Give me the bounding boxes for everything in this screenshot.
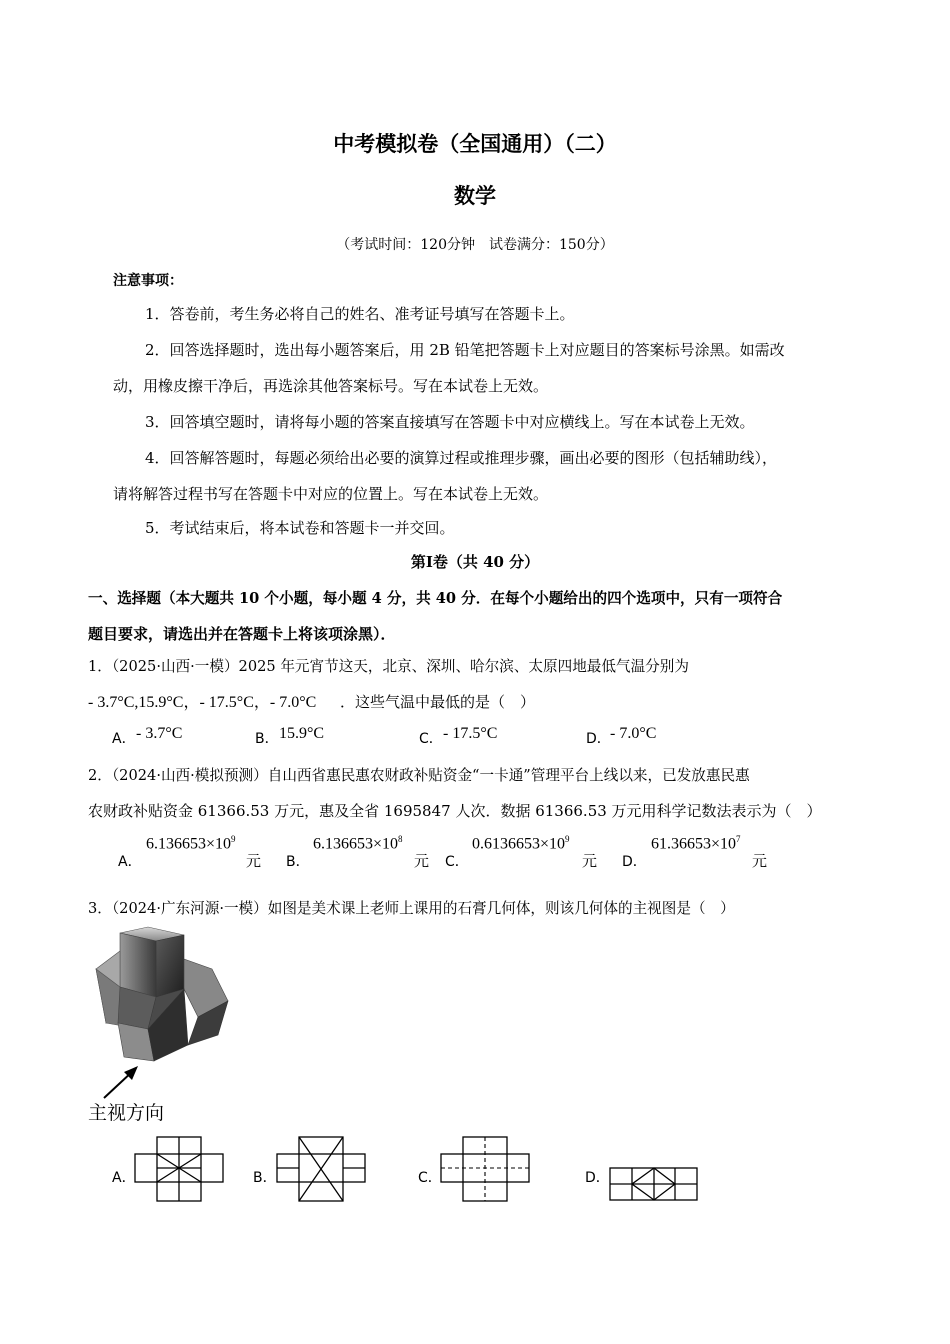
note-3: 3．回答填空题时，请将每小题的答案直接填写在答题卡中对应横线上。写在本试卷上无效。: [145, 413, 755, 431]
q3-option-a-label[interactable]: A．: [112, 1170, 136, 1186]
exam-info: （考试时间：120分钟 试卷满分：150分）: [336, 237, 614, 253]
q2-option-d-unit: 元: [752, 852, 768, 870]
part1-title: 第Ⅰ卷（共 40 分）: [410, 553, 540, 571]
q3-option-d-label[interactable]: D．: [585, 1170, 610, 1186]
q2-text-b: 农财政补贴资金 61366.53 万元，惠及全省 1695847 人次．数据 61366.53 万元用科学记数法表示为（ ）: [88, 802, 822, 820]
q1-text: 1．（2025·山西·一模）2025 年元宵节这天，北京、深圳、哈尔滨、太原四地最低气温分别为: [88, 658, 689, 675]
q2-option-d-label[interactable]: D．: [622, 854, 647, 870]
q3-text: 3．（2024·广东河源·一模）如图是美术课上老师上课用的石膏几何体，则该几何体的主视图是（ ）: [88, 900, 735, 917]
note-2b: 动，用橡皮擦干净后，再选涂其他答案标号。写在本试卷上无效。: [113, 377, 549, 395]
section1-desc-b: 题目要求，请选出并在答题卡上将该项涂黑）．: [88, 625, 396, 643]
q3-option-b-label[interactable]: B．: [253, 1170, 277, 1186]
q1-option-c[interactable]: - 17.5°C: [443, 725, 498, 742]
q2-option-b-label[interactable]: B．: [286, 854, 310, 870]
note-2a: 2．回答选择题时，选出每小题答案后，用 2B 铅笔把答题卡上对应题目的答案标号涂黑。如需改: [145, 341, 785, 359]
q1-option-c-label[interactable]: C．: [419, 731, 443, 747]
q1-option-d[interactable]: - 7.0°C: [610, 725, 657, 742]
q1-option-b-label[interactable]: B．: [255, 731, 279, 747]
q1-option-a[interactable]: - 3.7°C: [136, 725, 183, 742]
notes-heading: 注意事项：: [113, 273, 183, 289]
q2-option-c[interactable]: $0.6136653\times 10^9$: [472, 834, 570, 853]
q1-values: - 3.7°C,15.9°C，- 17.5°C，- 7.0°C: [88, 694, 317, 711]
note-4a: 4．回答解答题时，每题必须给出必要的演算过程或推理步骤，画出必要的图形（包括辅助线），: [145, 449, 778, 467]
note-5: 5．考试结束后，将本试卷和答题卡一并交回。: [145, 519, 455, 537]
q2-option-b[interactable]: $6.136653\times 10^8$: [313, 834, 403, 853]
q1-option-d-label[interactable]: D．: [586, 731, 611, 747]
plaster-solid-image: [88, 925, 233, 1065]
q1-tail: ．这些气温中最低的是（ ）: [340, 693, 536, 711]
subject-title: 数学: [454, 184, 496, 208]
q2-option-c-unit: 元: [582, 852, 598, 870]
q3-option-d-figure[interactable]: [609, 1165, 699, 1201]
q2-option-a-unit: 元: [246, 852, 262, 870]
q2-option-b-unit: 元: [414, 852, 430, 870]
view-direction-label: 主视方向: [88, 1102, 165, 1124]
q2-option-c-label[interactable]: C．: [445, 854, 469, 870]
q3-option-b-figure[interactable]: [276, 1136, 368, 1202]
page-title: 中考模拟卷（全国通用）（二）: [333, 132, 617, 156]
note-4b: 请将解答过程书写在答题卡中对应的位置上。写在本试卷上无效。: [113, 485, 549, 503]
q1-option-b[interactable]: 15.9°C: [279, 725, 325, 742]
section1-desc-a: 一、选择题（本大题共 10 个小题，每小题 4 分，共 40 分．在每个小题给出的四个选项中，只有一项符合: [88, 590, 783, 607]
q2-option-a[interactable]: $6.136653\times 10^9$: [146, 834, 236, 853]
q2-option-a-label[interactable]: A．: [118, 854, 142, 870]
note-1: 1．答卷前，考生务必将自己的姓名、准考证号填写在答题卡上。: [145, 305, 575, 323]
q2-option-d[interactable]: $61.36653\times 10^7$: [651, 834, 741, 853]
q2-text-a: 2．（2024·山西·模拟预测）自山西省惠民惠农财政补贴资金“一卡通”管理平台上线以来，已发放惠民惠: [88, 767, 750, 784]
q1-option-a-label[interactable]: A．: [112, 731, 136, 747]
q3-option-c-label[interactable]: C．: [418, 1170, 442, 1186]
q3-option-c-figure[interactable]: [440, 1136, 532, 1202]
q3-option-a-figure[interactable]: [134, 1136, 226, 1202]
